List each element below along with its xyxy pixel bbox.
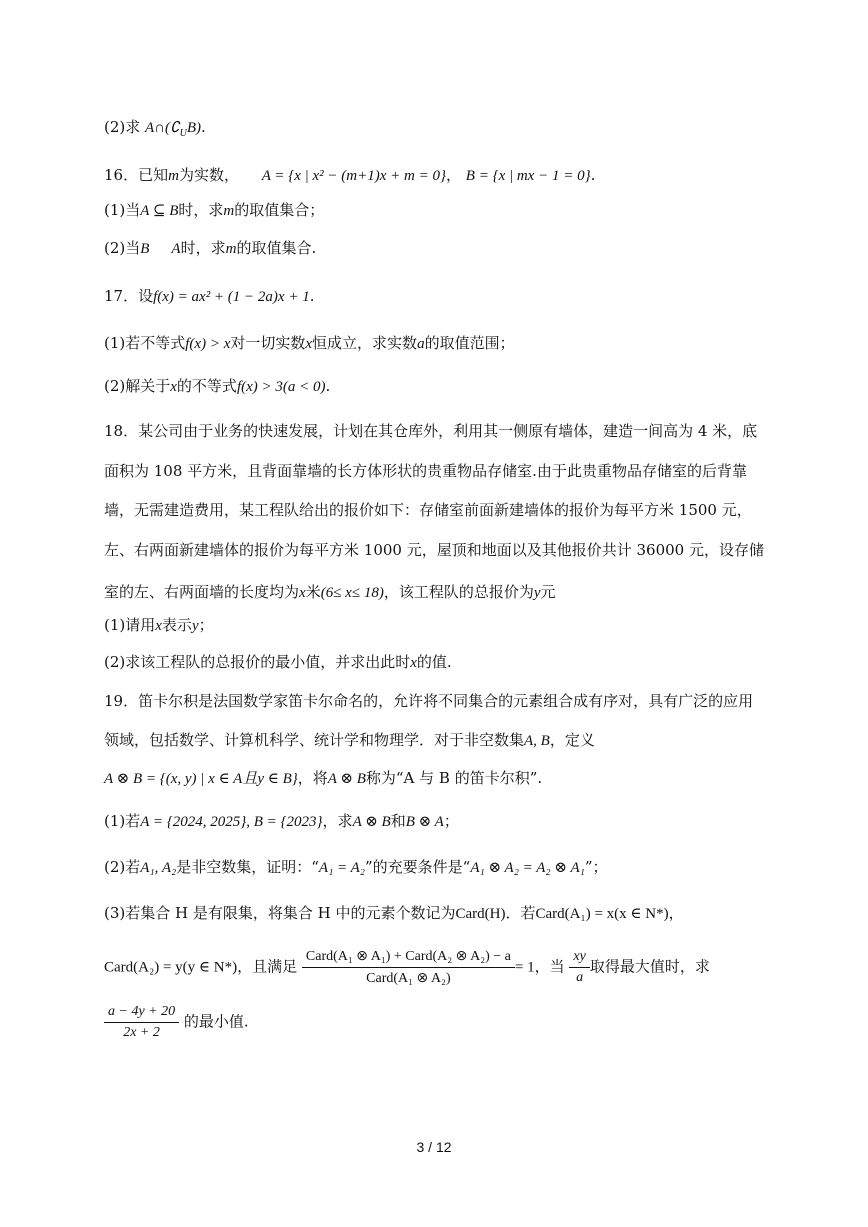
math: A = {2024, 2025}, B = {2023} [140,814,323,830]
p19-q3-cond [104,948,710,987]
math: A [171,241,181,257]
p18-q1 [104,614,214,635]
text: 的最小值. [183,1012,249,1031]
p17-q2 [104,375,330,396]
text: ； [198,616,214,634]
text: ，将 [297,769,328,787]
math: A ⊗ B = {(x, y) | x ∈ A且y ∈ B} [104,771,298,787]
text: ，且满足 [237,957,298,976]
text: 17．设 [104,287,154,305]
math: x [170,379,177,395]
text: ，当 [534,957,565,976]
text: 恒成立，求实数 [312,334,418,352]
text: 时，求 [180,239,226,257]
text: (1)若不等式 [104,334,186,352]
page-number: 3 / 12 [416,1139,452,1155]
math: y [191,618,199,634]
text: (3)若集合 H 是有限集，将集合 H 中的元素个数记为 [104,904,456,922]
text: (2)解关于 [104,377,171,395]
math: A∩(∁ [145,120,180,136]
text: ，求 [322,812,353,830]
math: f(x) > x [185,336,231,352]
math: = 1 [514,959,535,976]
text: 取得最大值时，求 [589,957,710,976]
fraction-denominator: a [576,970,584,985]
math: B [140,241,150,257]
p17-q1 [104,332,515,353]
text: (1)当 [104,201,141,219]
text: ， [445,166,461,184]
p18-line5 [104,581,556,602]
text: 是非空数集，证明：“ [176,858,319,876]
text: . [200,118,206,136]
math: m [225,241,237,257]
fraction [104,1004,179,1041]
text: . [309,287,315,305]
text: 对一切实数 [230,334,306,352]
math: A₁ = A₂ [318,860,366,876]
math: A, B [524,733,550,749]
p18-line3: 墙，无需建造费用，某工程队给出的报价如下：存储室前面新建墙体的报价为每平方米 1500 元， [104,501,752,519]
p18-line2: 面积为 108 平方米，且背面靠墙的长方体形状的贵重物品存储室.由于此贵重物品存储室的后背靠 [104,462,747,480]
text: 室的左、右两面墙的长度均为 [104,583,300,601]
text: ，该工程队的总报价为 [383,583,534,601]
math: x [155,618,162,634]
text: ”； [584,858,608,876]
fraction [302,948,515,987]
text: 的取值集合； [234,201,325,219]
math: y [533,585,541,601]
text: (1)若 [104,812,141,830]
math: f(x) > 3(a < 0) [236,379,326,395]
p19-line3 [104,767,542,788]
p17-stem [104,285,314,306]
math-sub: U [179,128,187,139]
p15-q2 [104,116,206,139]
p19-q3 [104,902,684,923]
p19-q1 [104,810,459,831]
fraction-numerator: a − 4y + 20 [104,1004,179,1023]
math: Card(A₂) = y(y ∈ N*) [104,959,238,976]
p16-stem [104,164,595,185]
math: A₁, A₂ [140,860,177,876]
text: ， [668,904,684,922]
fraction-denominator: 2x + 2 [123,1025,160,1040]
math: x [299,585,306,601]
math: A ⊗ B [327,771,366,787]
fraction-numerator: xy [569,949,589,968]
text: (1)请用 [104,616,156,634]
text: 16．已知 [104,166,169,184]
math: m [168,168,179,184]
math: Card(A₁) = x(x ∈ N*) [535,906,669,922]
math: f(x) = ax² + (1 − 2a)x + 1 [153,289,310,305]
math: B = {x | mx − 1 = 0} [465,168,591,184]
text: 称为“A 与 B 的笛卡尔积”. [365,769,543,787]
text: 领域，包括数学、计算机科学、统计学和物理学．对于非空数集 [104,731,525,749]
text: (2)若 [104,858,141,876]
text: ．若 [505,904,536,922]
p18-line4: 左、右两面新建墙体的报价为每平方米 1000 元，屋顶和地面以及其他报价共计 36000 元，设存储 [104,541,764,559]
text: 的取值范围； [424,334,515,352]
text: 为实数， [178,166,239,184]
p16-q1 [104,199,324,220]
math: A ⊆ B [140,203,179,219]
text: 时，求 [178,201,224,219]
text: ，定义 [549,731,595,749]
math: B) [186,120,201,136]
text: ”的充要条件是“ [365,858,471,876]
text: 米 [305,583,321,601]
math: a [417,336,425,352]
text: 的不等式 [176,377,237,395]
math: A ⊗ B [352,814,391,830]
p18-q2 [104,651,452,672]
text: 的取值集合. [236,239,317,257]
text: ； [443,812,459,830]
math: Card(H) [455,906,506,922]
text: 的值. [416,653,452,671]
math: B ⊗ A [405,814,444,830]
p18-line1: 18．某公司由于业务的快速发展，计划在其仓库外，利用其一侧原有墙体，建造一间高为 4 米，底 [104,422,758,440]
p16-q2 [104,237,316,258]
text: (2)求 [104,118,141,136]
text: (2)求该工程队的总报价的最小值，并求出此时 [104,653,411,671]
text: (2)当 [104,239,141,257]
fraction-numerator: Card(A₁ ⊗ A₁) + Card(A₂ ⊗ A₂) − a [302,948,515,968]
math: m [223,203,235,219]
text: 元 [540,583,556,601]
math: A = {x | x² − (m+1)x + m = 0} [261,168,446,184]
math: x [410,655,417,671]
math: (6≤ x≤ 18) [320,585,384,601]
math: x [305,336,313,352]
p19-q3-target [104,1004,249,1041]
p19-line1: 19．笛卡尔积是法国数学家笛卡尔命名的，允许将不同集合的元素组合成有序对，具有广泛的应用 [104,692,754,710]
fraction [569,949,589,986]
text: 和 [390,812,406,830]
p19-line2 [104,729,595,750]
text: . [590,166,596,184]
p19-q2 [104,856,608,877]
math: A₁ ⊗ A₂ = A₂ ⊗ A₁ [470,860,585,876]
fraction-denominator: Card(A₁ ⊗ A₂) [366,971,451,986]
text: 表示 [161,616,192,634]
text: . [325,377,331,395]
